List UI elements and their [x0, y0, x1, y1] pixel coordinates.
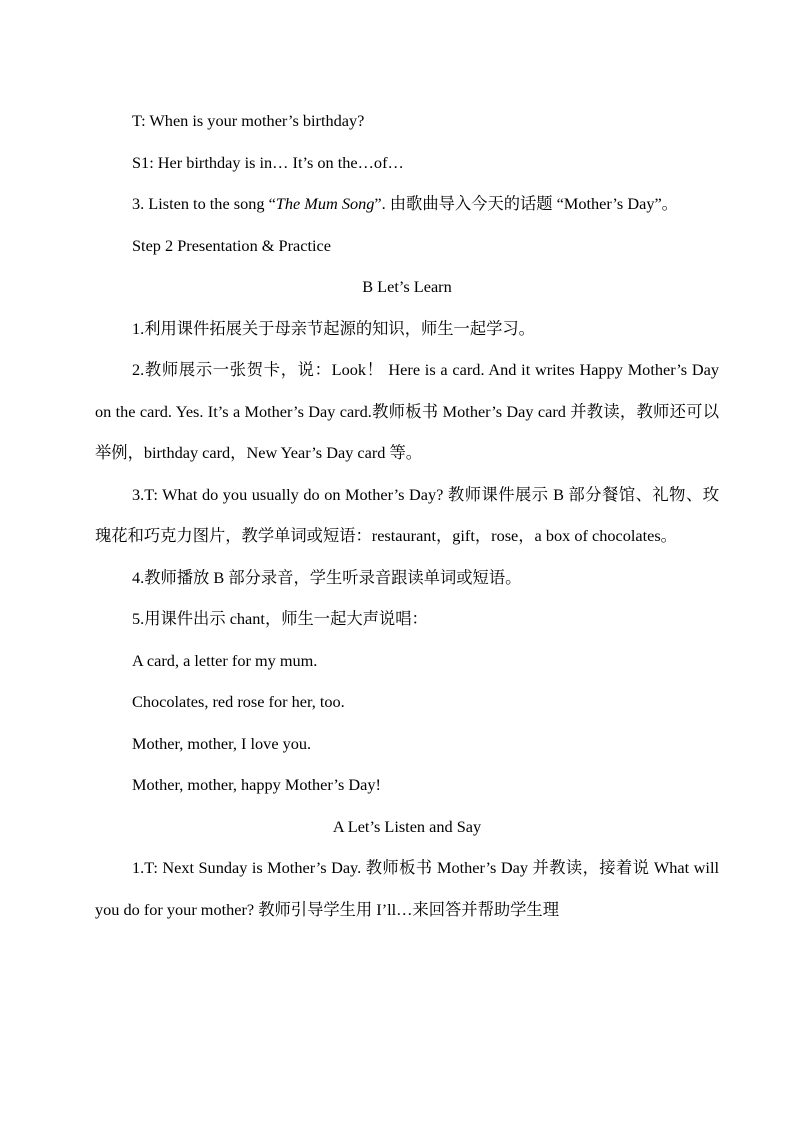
- step-heading: Step 2 Presentation & Practice: [132, 235, 331, 255]
- dialogue-teacher-question: T: When is your mother’s birthday?: [132, 111, 365, 130]
- chant-line-4: Mother, mother, happy Mother’s Day!: [132, 775, 381, 794]
- song-title: The Mum Song: [275, 194, 375, 213]
- song-step-suffix: ”. 由歌曲导入今天的话题 “Mother’s Day”。: [374, 194, 678, 213]
- listen-item-1: 1.T: Next Sunday is Mother’s Day. 教师板书 Mother’s Day 并教读，接着说 What will you do for your mother? 教师引导学生用 I’ll…来回答并帮助学生理: [95, 858, 719, 919]
- learn-item-2: 2.教师展示一张贺卡，说：Look！ Here is a card. And it writes Happy Mother’s Day on the card. Yes. It’s a Mother’s Day card.教师板书 Mother’s Day card 并教读，教师还可以举例，birthday card，New Year’s Day card 等。: [95, 360, 719, 462]
- dialogue-student-answer: S1: Her birthday is in… It’s on the…of…: [132, 152, 404, 172]
- document-body: [95, 100, 719, 930]
- song-step-paragraph: [95, 183, 719, 225]
- section-heading-a-lets-listen-and-say: A Let’s Listen and Say: [332, 816, 482, 836]
- chant-line-1: A card, a letter for my mum.: [132, 650, 318, 670]
- learn-item-3: 3.T: What do you usually do on Mother’s Day? 教师课件展示 B 部分餐馆、礼物、玫瑰花和巧克力图片，教学单词或短语：restaurant，gift，rose，a box of chocolates。: [95, 484, 719, 545]
- chant-line-3: Mother, mother, I love you.: [132, 733, 312, 753]
- learn-item-1: 1.利用课件拓展关于母亲节起源的知识，师生一起学习。: [132, 318, 535, 338]
- section-heading-b-lets-learn: B Let’s Learn: [362, 277, 452, 296]
- learn-item-4: 4.教师播放 B 部分录音，学生听录音跟读单词或短语。: [132, 567, 522, 587]
- learn-item-5: 5.用课件出示 chant，师生一起大声说唱：: [132, 609, 428, 628]
- song-step-prefix: 3. Listen to the song “: [132, 194, 276, 213]
- chant-line-2: Chocolates, red rose for her, too.: [132, 692, 345, 711]
